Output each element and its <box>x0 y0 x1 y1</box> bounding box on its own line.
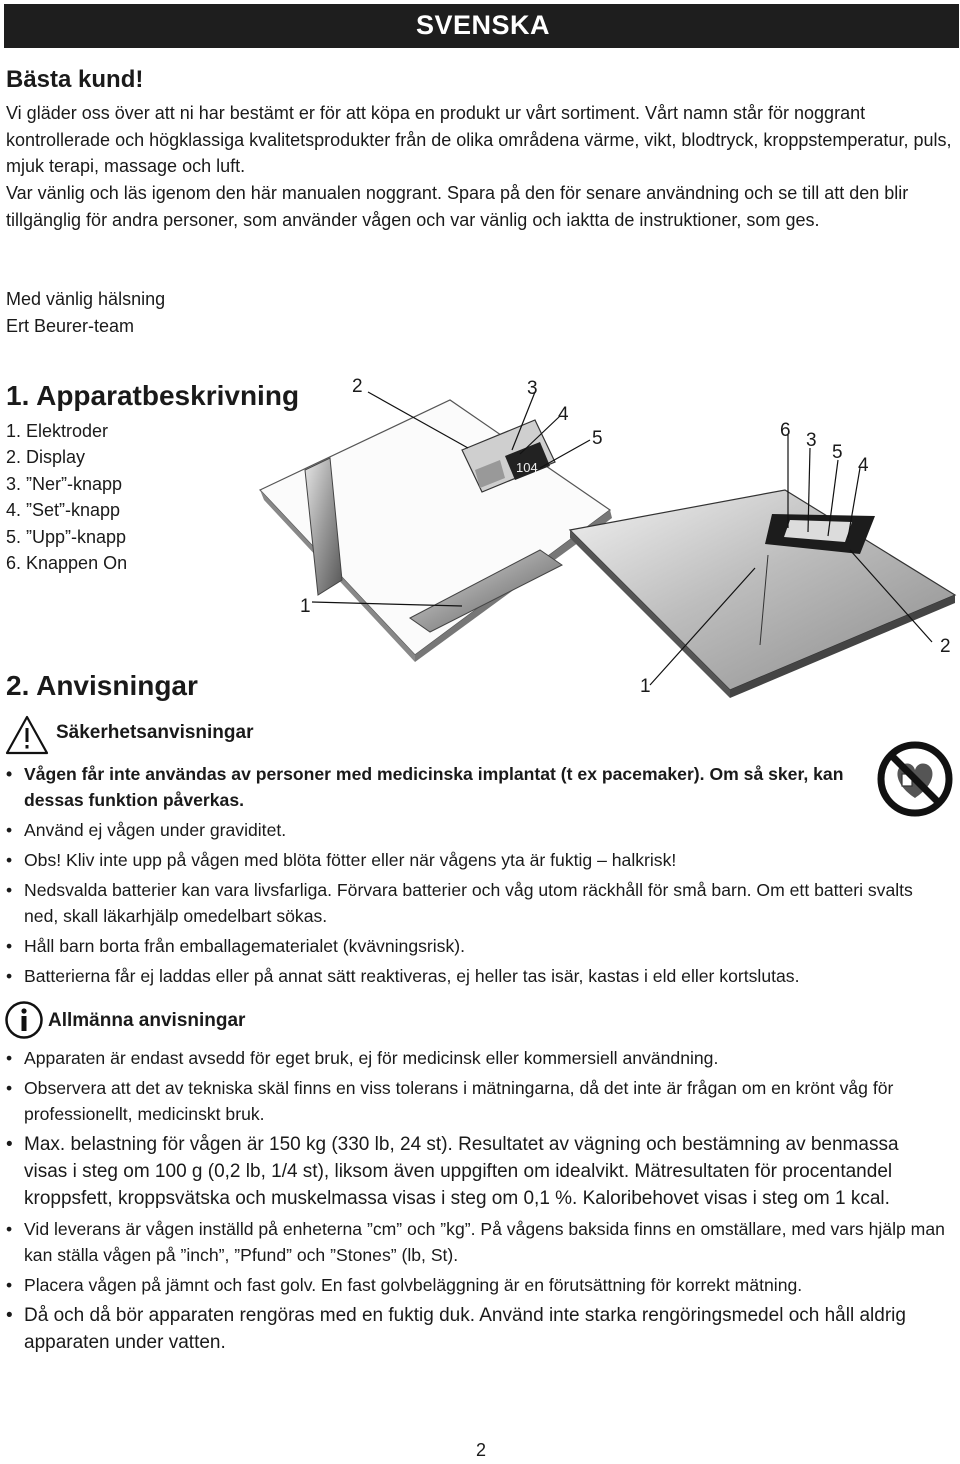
intro-paragraph-2: Var vänlig och läs igenom den här manualen noggrant. Spara på den för senare användning och se till att den blir tillgänglig för andra personer, som använder vågen och var vänlig och iaktta de instruktioner, som ges. <box>6 183 909 230</box>
diagram-label: 2 <box>352 376 363 397</box>
diagram-label: 3 <box>527 378 538 399</box>
info-icon <box>4 1000 44 1040</box>
intro-paragraph-1: Vi gläder oss över att ni har bestämt er för att köpa en produkt ur vårt sortiment. Vårt namn står för noggrant kontrollerade och högklassiga kvalitetsprodukter från de olika områdena värme, vikt, blodtryck, kroppstemperatur, puls, mjuk terapi, massage och luft. <box>6 103 952 176</box>
safety-item: • Nedsvalda batterier kan vara livsfarliga. Förvara batterier och våg utom räckhåll för små barn. Om ett batteri svalts ned, skall läkarhjälp omedelbart sökas. <box>6 877 946 929</box>
general-item: • Då och då bör apparaten rengöras med en fuktig duk. Använd inte starka rengöringsmedel och håll aldrig apparaten under vatten. <box>6 1302 946 1356</box>
general-item: • Observera att det av tekniska skäl finns en viss tolerans i mätningarna, då det inte är frågan om en krönt våg för professionellt, medicinskt bruk. <box>6 1075 946 1127</box>
part-item: 1. Elektroder <box>6 421 109 441</box>
safety-item: • Håll barn borta från emballagematerialet (kvävningsrisk). <box>6 933 946 959</box>
general-item: • Apparaten är endast avsedd för eget bruk, ej för medicinsk eller kommersiell användning. <box>6 1045 946 1071</box>
regards-line-1: Med vänlig hälsning <box>6 289 166 309</box>
general-subheading: Allmänna anvisningar <box>48 1010 246 1031</box>
part-item: 2. Display <box>6 447 86 468</box>
safety-item: • Använd ej vågen under graviditet. <box>6 817 946 843</box>
section-1-title: 1. Apparatbeskrivning <box>6 380 300 411</box>
part-item: 3. ”Ner”-knapp <box>6 473 123 494</box>
diagram-label: 2 <box>940 636 951 657</box>
general-item: • Vid leverans är vågen inställd på enheterna ”cm” och ”kg”. På vågens baksida finns en omställare, med vars hjälp man kan ställa vågen på ”inch”, ”Pfund” och ”Stones” (lb, St). <box>6 1216 946 1268</box>
language-header-bar <box>4 4 959 48</box>
greeting-heading: Bästa kund! <box>6 66 144 93</box>
diagram-label: 5 <box>592 428 603 449</box>
steel-scale-illustration <box>560 410 960 710</box>
safety-item: • Obs! Kliv inte upp på vågen med blöta fötter eller när vågens yta är fuktig – halkrisk! <box>6 847 946 873</box>
regards-block <box>6 286 165 339</box>
section-2-title: 2. Anvisningar <box>6 670 198 701</box>
general-item: • Placera vågen på jämnt och fast golv. En fast golvbeläggning är en förutsättning för korrekt mätning. <box>6 1272 946 1298</box>
regards-line-2: Ert Beurer-team <box>6 315 135 336</box>
display-readout: 104 <box>516 460 538 475</box>
parts-list <box>6 418 127 576</box>
diagram-label: 4 <box>858 455 869 476</box>
diagram-label: 3 <box>806 430 817 451</box>
safety-item: • Batterierna får ej laddas eller på annat sätt reaktiveras, ej heller tas isär, kastas i eld eller kortslutas. <box>6 963 946 989</box>
safety-list <box>6 761 946 993</box>
safety-subheading: Säkerhetsanvisningar <box>56 722 254 743</box>
diagram-label: 6 <box>780 420 791 441</box>
general-list <box>6 1045 946 1360</box>
diagram-label: 1 <box>300 596 311 617</box>
language-label: SVENSKA <box>416 10 551 40</box>
warning-triangle-icon <box>4 714 50 756</box>
part-item: 6. Knappen On <box>6 553 128 574</box>
part-item: 5. ”Upp”-knapp <box>6 526 127 547</box>
general-item: • Max. belastning för vågen är 150 kg (330 lb, 24 st). Resultatet av vägning och bestämning av benmassa visas i steg om 100 g (0,2 lb, 1/4 st), liksom även uppgiften om idealvikt. Mätresultaten för procentandel kroppsfett, kroppsvätska och muskelmassa visas i steg om 0,1 %. Kaloribehovet visas i steg om 1 kcal. <box>6 1131 946 1212</box>
diagram-label: 1 <box>640 676 651 697</box>
page-number: 2 <box>476 1440 487 1460</box>
part-item: 4. ”Set”-knapp <box>6 500 121 521</box>
diagram-label: 5 <box>832 442 843 463</box>
diagram-label: 4 <box>558 404 569 425</box>
safety-item: • Vågen får inte användas av personer med medicinska implantat (t ex pacemaker). Om så sker, kan dessas funktion påverkas. <box>6 761 856 813</box>
